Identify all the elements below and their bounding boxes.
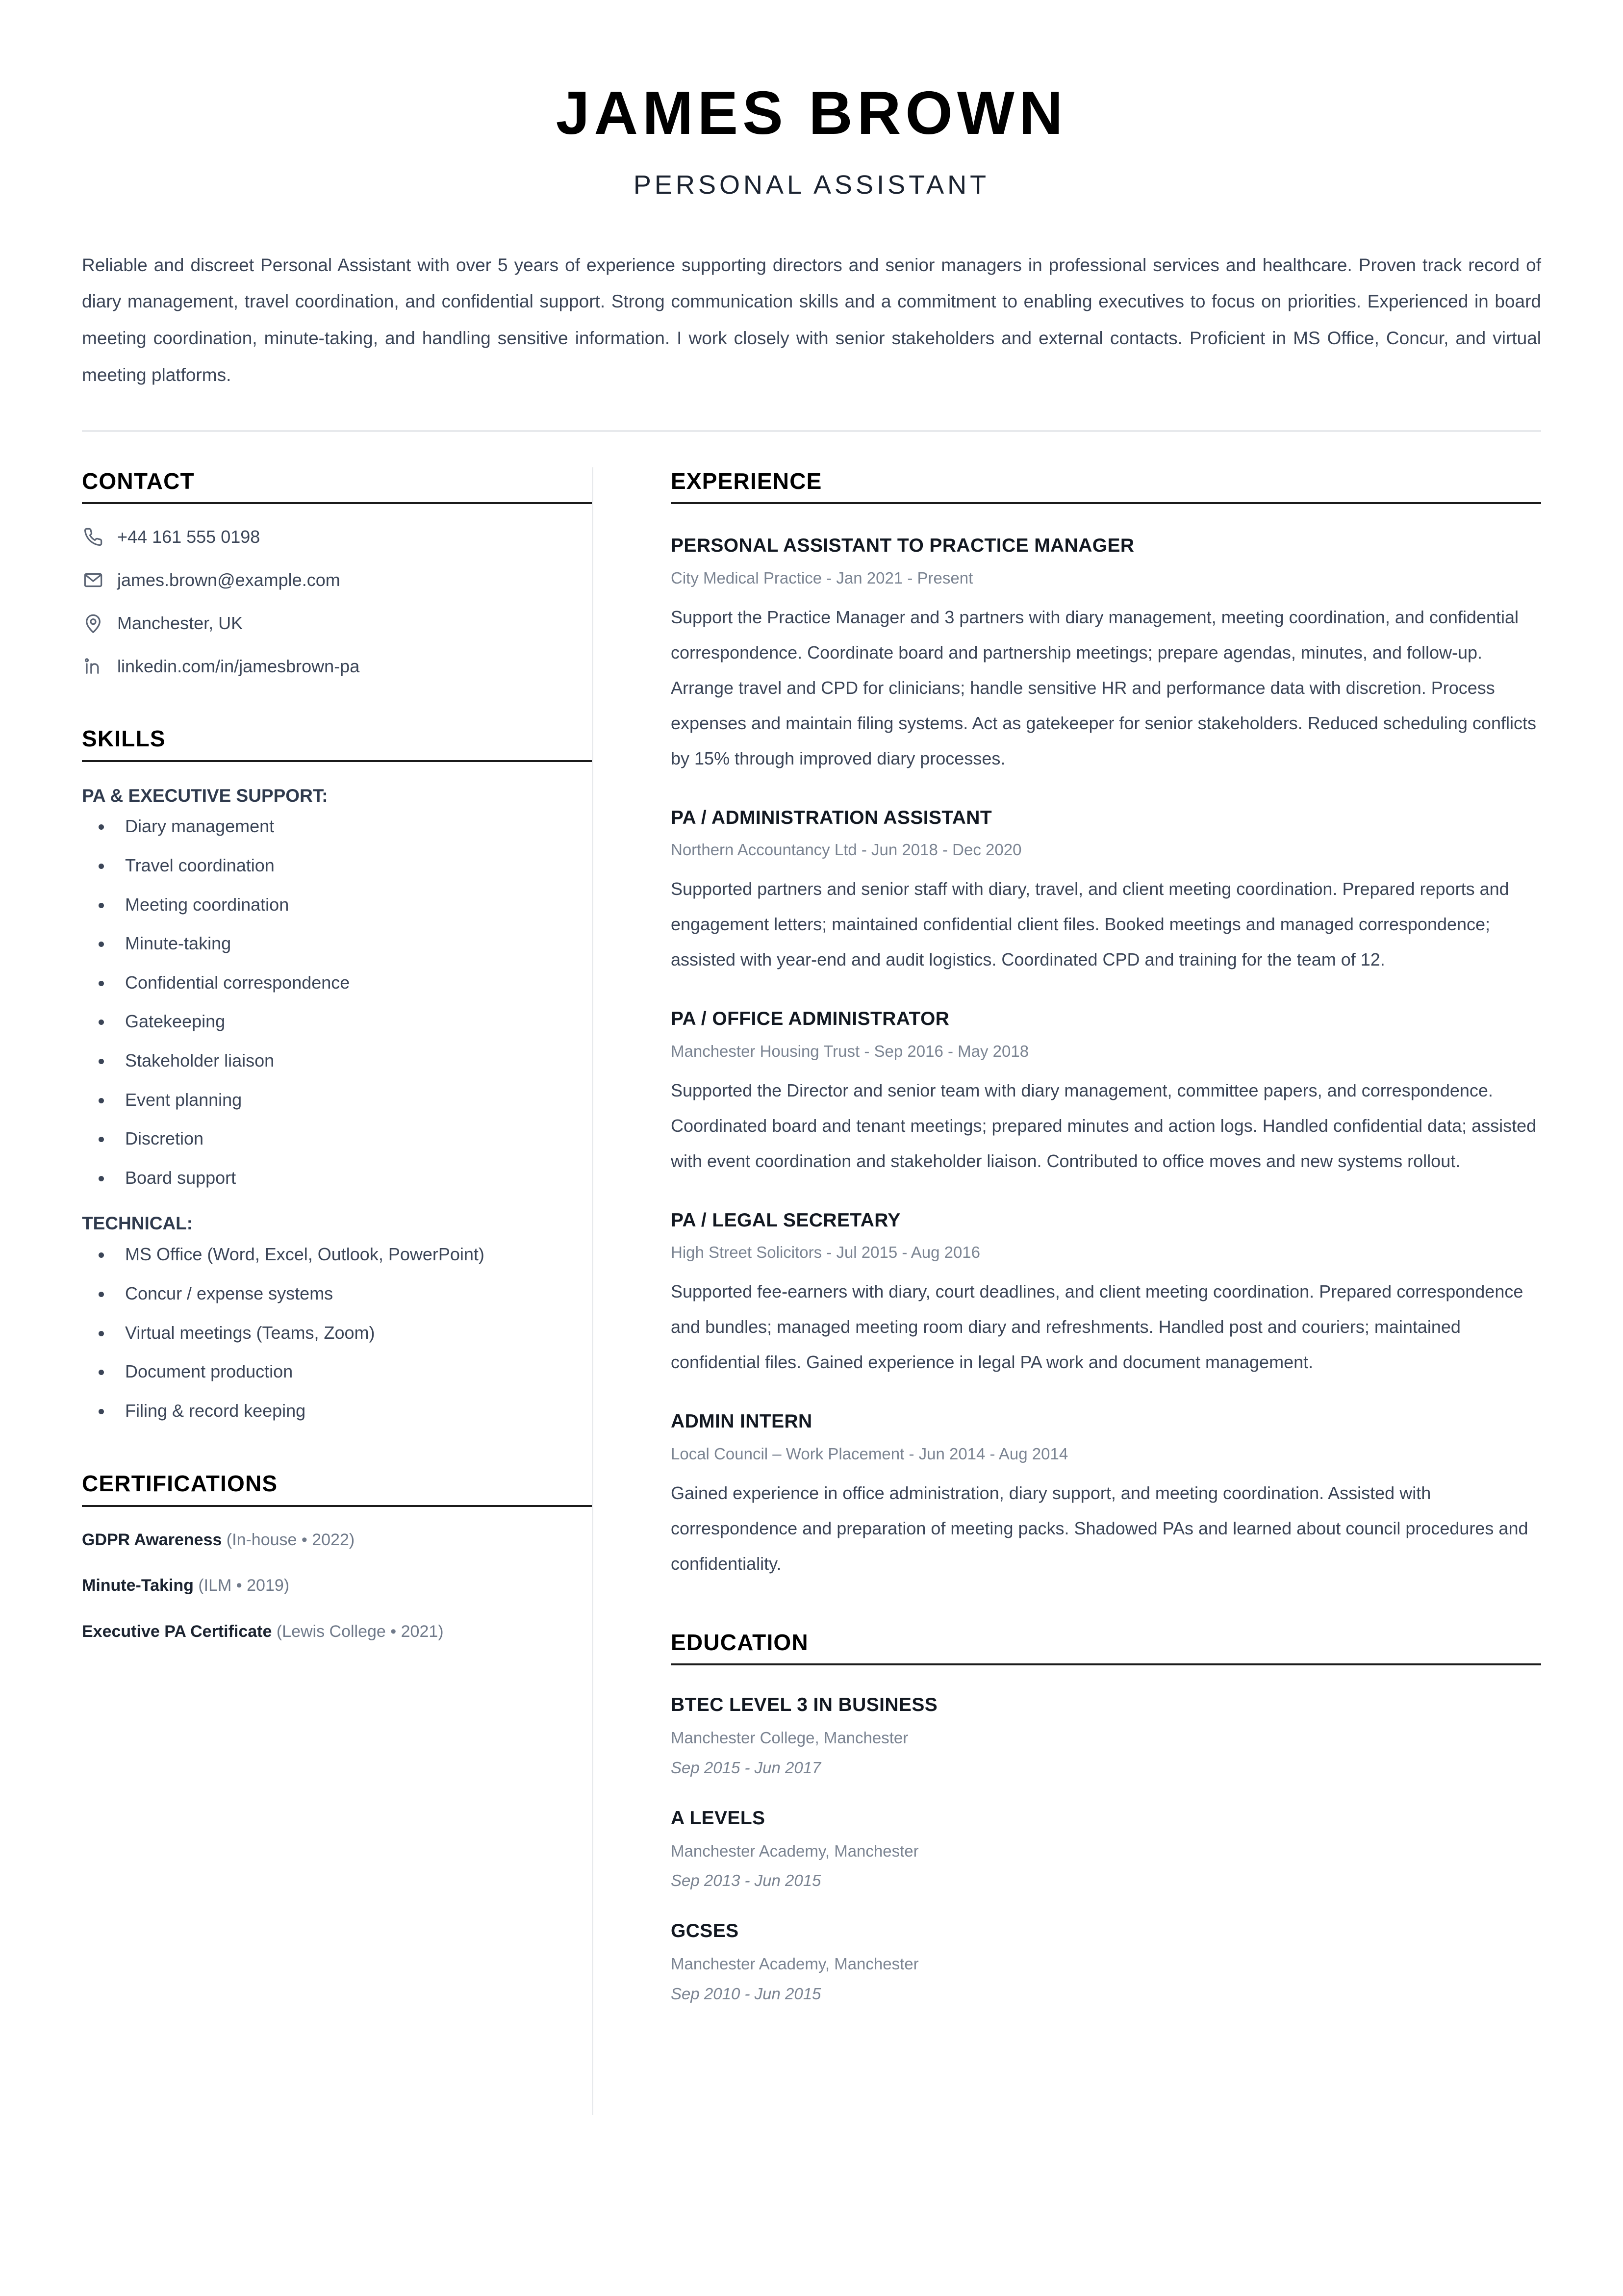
list-item: Minute-taking bbox=[82, 932, 592, 956]
job-description: Support the Practice Manager and 3 partners with diary management, meeting coordination, and confidential correspondence. Coordinate board and partnership meetings; prepare agendas, minutes, and follow-up. Arrange travel and CPD for clinicians; handle sensitive HR and performance data with discretion. Process expenses and maintain filing systems. Act as gatekeeper for senior stakeholders. Reduced scheduling conflicts by 15% through improved diary processes. bbox=[671, 607, 1536, 768]
experience-entry bbox=[671, 1208, 1541, 1380]
education-degree: A LEVELS bbox=[671, 1807, 765, 1829]
certifications-list bbox=[82, 1529, 592, 1644]
skill-group-title-technical: TECHNICAL: bbox=[82, 1213, 193, 1234]
professional-summary: Reliable and discreet Personal Assistant with over 5 years of experience supporting directors and senior managers in professional services and healthcare. Proven track record of diary management, travel coordination, and confidential support. Strong communication skills and a commitment to enabling executives to focus on priorities. Experienced in board meeting coordination, minute-taking, and handling sensitive information. I work closely with senior stakeholders and external contacts. Proficient in MS Office, Concur, and virtual meeting platforms. bbox=[82, 255, 1541, 385]
education-school: Manchester Academy, Manchester bbox=[671, 1841, 919, 1860]
job-role: PERSONAL ASSISTANT TO PRACTICE MANAGER bbox=[671, 535, 1135, 557]
certification-meta: (ILM • 2019) bbox=[193, 1576, 290, 1595]
job-description: Supported partners and senior staff with diary, travel, and client meeting coordination. Prepared reports and engagement letters; maintained confidential client files. Booked meetings and managed correspondence; assisted with year-end and audit logistics. Coordinated CPD and training for the team of 12. bbox=[671, 879, 1509, 970]
list-item: Concur / expense systems bbox=[82, 1282, 592, 1306]
job-role: PA / ADMINISTRATION ASSISTANT bbox=[671, 807, 992, 828]
skill-group-title-pa: PA & EXECUTIVE SUPPORT: bbox=[82, 785, 328, 806]
certification-name: Minute-Taking bbox=[82, 1576, 194, 1595]
skill-list-pa bbox=[82, 815, 592, 1190]
experience-entry bbox=[671, 1409, 1541, 1582]
phone-icon bbox=[82, 526, 104, 548]
certification-name: GDPR Awareness bbox=[82, 1530, 222, 1549]
experience-entry bbox=[671, 1007, 1541, 1179]
job-description: Gained experience in office administration, diary support, and meeting coordination. Assisted with correspondence and preparation of meeting packs. Shadowed PAs and learned about council procedures and confidentiality. bbox=[671, 1482, 1528, 1574]
education-dates: Sep 2015 - Jun 2017 bbox=[671, 1758, 821, 1777]
certifications-heading: CERTIFICATIONS bbox=[82, 1471, 278, 1497]
list-item: Gatekeeping bbox=[82, 1010, 592, 1034]
content-columns bbox=[82, 467, 1541, 2115]
certification-meta: (Lewis College • 2021) bbox=[272, 1622, 444, 1641]
contact-heading-rule bbox=[82, 502, 592, 504]
candidate-job-title: PERSONAL ASSISTANT bbox=[633, 170, 990, 200]
certifications-section bbox=[82, 1470, 592, 1643]
experience-entry bbox=[671, 806, 1541, 978]
education-heading-rule bbox=[671, 1663, 1541, 1665]
list-item: Document production bbox=[82, 1360, 592, 1384]
education-dates: Sep 2013 - Jun 2015 bbox=[671, 1871, 821, 1890]
contact-value-email: james.brown@example.com bbox=[117, 570, 340, 590]
list-item: Diary management bbox=[82, 815, 592, 839]
certification-name: Executive PA Certificate bbox=[82, 1622, 272, 1641]
resume-header bbox=[82, 0, 1541, 200]
list-item: Discretion bbox=[82, 1127, 592, 1151]
education-degree: GCSES bbox=[671, 1920, 739, 1942]
list-item: MS Office (Word, Excel, Outlook, PowerPoint) bbox=[82, 1243, 592, 1267]
contact-section bbox=[82, 467, 592, 678]
experience-heading: EXPERIENCE bbox=[671, 468, 822, 494]
skills-heading: SKILLS bbox=[82, 726, 166, 752]
job-meta: Northern Accountancy Ltd - Jun 2018 - Dec 2020 bbox=[671, 841, 1022, 859]
job-role: ADMIN INTERN bbox=[671, 1411, 812, 1432]
contact-item-email[interactable] bbox=[82, 569, 592, 591]
contact-item-phone[interactable] bbox=[82, 526, 592, 548]
list-item bbox=[82, 1620, 592, 1644]
job-meta: Local Council – Work Placement - Jun 2014 - Aug 2014 bbox=[671, 1445, 1068, 1463]
contact-value-linkedin: linkedin.com/in/jamesbrown-pa bbox=[117, 656, 360, 677]
certification-meta: (In-house • 2022) bbox=[222, 1530, 355, 1549]
education-dates: Sep 2010 - Jun 2015 bbox=[671, 1984, 821, 2003]
contact-list bbox=[82, 526, 592, 678]
job-role: PA / OFFICE ADMINISTRATOR bbox=[671, 1008, 950, 1030]
experience-entry bbox=[671, 534, 1541, 776]
email-icon bbox=[82, 569, 104, 591]
list-item bbox=[82, 1574, 592, 1598]
skills-section bbox=[82, 725, 592, 1423]
certifications-heading-rule bbox=[82, 1505, 592, 1507]
education-heading: EDUCATION bbox=[671, 1629, 809, 1655]
contact-item-linkedin[interactable] bbox=[82, 655, 592, 678]
education-entry bbox=[671, 1693, 1541, 1778]
contact-item-location[interactable] bbox=[82, 612, 592, 635]
main-column bbox=[593, 467, 1541, 2115]
list-item: Virtual meetings (Teams, Zoom) bbox=[82, 1321, 592, 1345]
contact-value-phone: +44 161 555 0198 bbox=[117, 527, 260, 547]
job-role: PA / LEGAL SECRETARY bbox=[671, 1209, 901, 1231]
job-meta: City Medical Practice - Jan 2021 - Present bbox=[671, 568, 973, 587]
job-meta: High Street Solicitors - Jul 2015 - Aug 2016 bbox=[671, 1243, 981, 1262]
location-pin-icon bbox=[82, 612, 104, 635]
education-section bbox=[671, 1629, 1541, 2005]
education-degree: BTEC LEVEL 3 IN BUSINESS bbox=[671, 1694, 938, 1716]
sidebar-column bbox=[82, 467, 592, 2115]
list-item: Board support bbox=[82, 1166, 592, 1190]
skill-list-technical bbox=[82, 1243, 592, 1423]
list-item: Stakeholder liaison bbox=[82, 1049, 592, 1073]
education-entry bbox=[671, 1919, 1541, 2004]
education-entry bbox=[671, 1806, 1541, 1891]
list-item: Travel coordination bbox=[82, 854, 592, 878]
education-school: Manchester Academy, Manchester bbox=[671, 1955, 919, 1973]
list-item: Confidential correspondence bbox=[82, 971, 592, 995]
contact-heading: CONTACT bbox=[82, 468, 195, 494]
experience-section bbox=[671, 467, 1541, 1582]
list-item: Filing & record keeping bbox=[82, 1399, 592, 1423]
linkedin-icon bbox=[82, 655, 104, 678]
experience-heading-rule bbox=[671, 502, 1541, 504]
contact-value-location: Manchester, UK bbox=[117, 613, 243, 634]
header-divider-rule bbox=[82, 430, 1541, 432]
list-item: Event planning bbox=[82, 1088, 592, 1112]
candidate-name: JAMES BROWN bbox=[556, 79, 1067, 147]
job-description: Supported the Director and senior team with diary management, committee papers, and correspondence. Coordinated board and tenant meetings; prepared minutes and action logs. Handled confidential data; assisted with event coordination and stakeholder liaison. Contributed to office moves and new systems rollout. bbox=[671, 1080, 1537, 1171]
list-item bbox=[82, 1529, 592, 1552]
skills-heading-rule bbox=[82, 760, 592, 762]
job-meta: Manchester Housing Trust - Sep 2016 - May 2018 bbox=[671, 1042, 1029, 1060]
education-school: Manchester College, Manchester bbox=[671, 1729, 909, 1747]
list-item: Meeting coordination bbox=[82, 893, 592, 917]
job-description: Supported fee-earners with diary, court deadlines, and client meeting coordination. Prepared correspondence and bundles; managed meeting room diary and refreshments. Handled post and couriers; maintained confidential files. Gained experience in legal PA work and document management. bbox=[671, 1281, 1523, 1373]
